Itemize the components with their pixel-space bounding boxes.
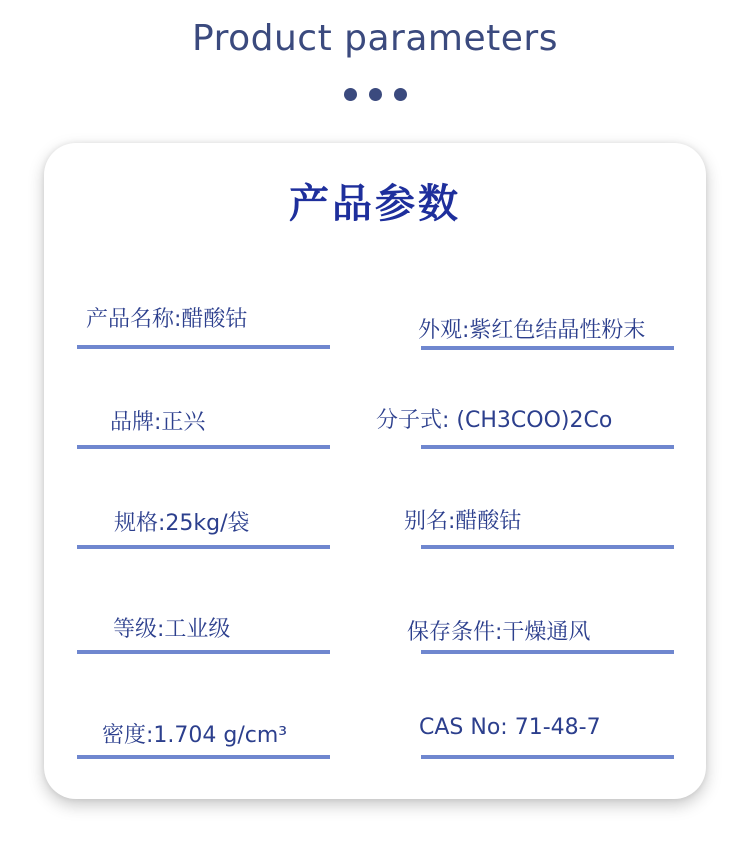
param-label: 规格: (114, 511, 166, 536)
param-formula (376, 403, 612, 434)
param-value: 紫红色结晶性粉末 (469, 318, 646, 343)
underline (421, 545, 674, 549)
underline (77, 650, 330, 654)
underline (77, 445, 330, 449)
param-value: 25kg/袋 (165, 511, 250, 536)
param-value: 醋酸钴 (181, 307, 248, 332)
decorative-dots (0, 88, 750, 101)
underline (77, 755, 330, 759)
param-grade (113, 612, 230, 643)
param-alias (404, 504, 521, 535)
param-value: 工业级 (164, 617, 231, 642)
param-label: 保存条件: (407, 620, 503, 645)
param-appearance (418, 313, 645, 344)
param-value: 干燥通风 (502, 620, 591, 645)
param-storage (407, 615, 590, 646)
dot-icon (394, 88, 407, 101)
underline (421, 346, 674, 350)
param-label: 别名: (404, 509, 456, 534)
param-label: 等级: (113, 617, 165, 642)
param-label: CAS No: (419, 715, 508, 740)
underline (421, 650, 674, 654)
underline (77, 345, 330, 349)
underline (77, 545, 330, 549)
param-density (102, 718, 287, 749)
parameters-card (44, 143, 706, 799)
param-label: 产品名称: (86, 307, 182, 332)
param-brand (110, 405, 205, 436)
param-value: 1.704 g/cm³ (153, 723, 288, 748)
param-cas (419, 715, 601, 740)
param-spec (114, 506, 250, 537)
param-label: 分子式: (376, 408, 450, 433)
dot-icon (369, 88, 382, 101)
param-value: 醋酸钴 (455, 509, 522, 534)
param-label: 密度: (102, 723, 154, 748)
param-value: (CH3COO)2Co (456, 408, 613, 433)
page-heading: Product parameters (192, 18, 558, 59)
underline (421, 445, 674, 449)
underline (421, 755, 674, 759)
dot-icon (344, 88, 357, 101)
param-product-name (86, 302, 247, 333)
param-value: 71-48-7 (514, 715, 601, 740)
param-value: 正兴 (161, 410, 206, 435)
param-label: 外观: (418, 318, 470, 343)
param-label: 品牌: (110, 410, 162, 435)
card-title: 产品参数 (289, 181, 461, 227)
